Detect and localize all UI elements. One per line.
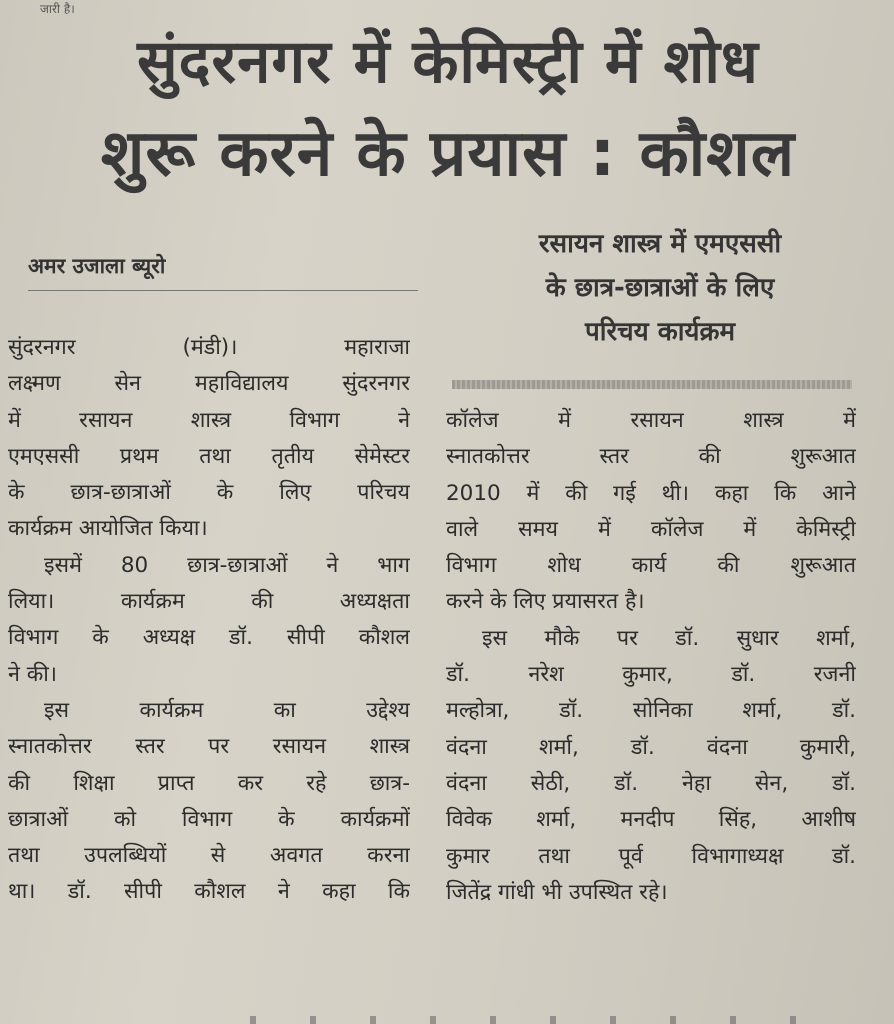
text-line: छात्राओं को विभाग के कार्यक्रमों xyxy=(8,806,410,832)
text-line: तथा उपलब्धियों से अवगत करना xyxy=(8,843,410,869)
text-line: मल्होत्रा, डॉ. सोनिका शर्मा, डॉ. xyxy=(446,698,856,724)
text-line: ने की। xyxy=(8,661,57,687)
text-line: के छात्र-छात्राओं के लिए परिचय xyxy=(8,480,410,506)
text-line: विभाग शोध कार्य की शुरूआत xyxy=(446,553,856,579)
text-line: स्नातकोत्तर स्तर पर रसायन शास्त्र xyxy=(8,734,410,760)
text-line: 2010 में की गई थी। कहा कि आने xyxy=(446,480,856,506)
text-line: इसमें 80 छात्र-छात्राओं ने भाग xyxy=(44,552,410,578)
text-line: में रसायन शास्त्र विभाग ने xyxy=(8,407,410,433)
subheadline-divider xyxy=(452,380,852,389)
text-line: वंदना सेठी, डॉ. नेहा सेन, डॉ. xyxy=(446,770,856,796)
article-column-right xyxy=(446,403,856,911)
text-line: कॉलेज में रसायन शास्त्र में xyxy=(446,408,856,433)
text-line: वाले समय में कॉलेज में केमिस्ट्री xyxy=(446,516,856,542)
text-line: कुमार तथा पूर्व विभागाध्यक्ष डॉ. xyxy=(446,843,856,869)
text-line: एमएससी प्रथम तथा तृतीय सेमेस्टर xyxy=(8,443,410,469)
byline-divider xyxy=(28,290,418,291)
text-line: था। डॉ. सीपी कौशल ने कहा कि xyxy=(8,879,410,905)
subheadline-line: के छात्र-छात्राओं के लिए xyxy=(545,273,775,303)
byline: अमर उजाला ब्यूरो xyxy=(28,254,166,278)
text-line: स्नातकोत्तर स्तर की शुरूआत xyxy=(446,444,856,470)
previous-article-fragment: जारी है। xyxy=(40,2,75,14)
headline-line-2: शुरू करने के प्रयास : कौशल xyxy=(100,117,796,191)
headline-line-1: सुंदरनगर में केमिस्ट्री में शोध xyxy=(137,27,759,97)
text-line: विभाग के अध्यक्ष डॉ. सीपी कौशल xyxy=(8,625,410,651)
article-column-left xyxy=(8,330,410,911)
next-article-fragment xyxy=(220,1016,840,1024)
text-line: लक्ष्मण सेन महाविद्यालय सुंदरनगर xyxy=(8,371,410,397)
text-line: डॉ. नरेश कुमार, डॉ. रजनी xyxy=(446,662,856,688)
text-line: करने के लिए प्रयासरत है। xyxy=(446,589,645,615)
text-line: लिया। कार्यक्रम की अध्यक्षता xyxy=(8,589,410,615)
text-line: सुंदरनगर (मंडी)। महाराजा xyxy=(8,335,410,360)
subheadline-line: रसायन शास्त्र में एमएससी xyxy=(538,229,782,259)
text-line: वंदना शर्मा, डॉ. वंदना कुमारी, xyxy=(446,734,856,760)
text-line: इस मौके पर डॉ. सुधार शर्मा, xyxy=(482,625,856,651)
text-line: जितेंद्र गांधी भी उपस्थित रहे। xyxy=(446,879,668,905)
subheadline-line: परिचय कार्यक्रम xyxy=(584,317,736,347)
text-line: की शिक्षा प्राप्त कर रहे छात्र- xyxy=(8,770,410,796)
text-line: इस कार्यक्रम का उद्देश्य xyxy=(44,697,410,723)
text-line: कार्यक्रम आयोजित किया। xyxy=(8,516,208,542)
text-line: विवेक शर्मा, मनदीप सिंह, आशीष xyxy=(446,807,856,833)
subheadline xyxy=(450,222,870,354)
